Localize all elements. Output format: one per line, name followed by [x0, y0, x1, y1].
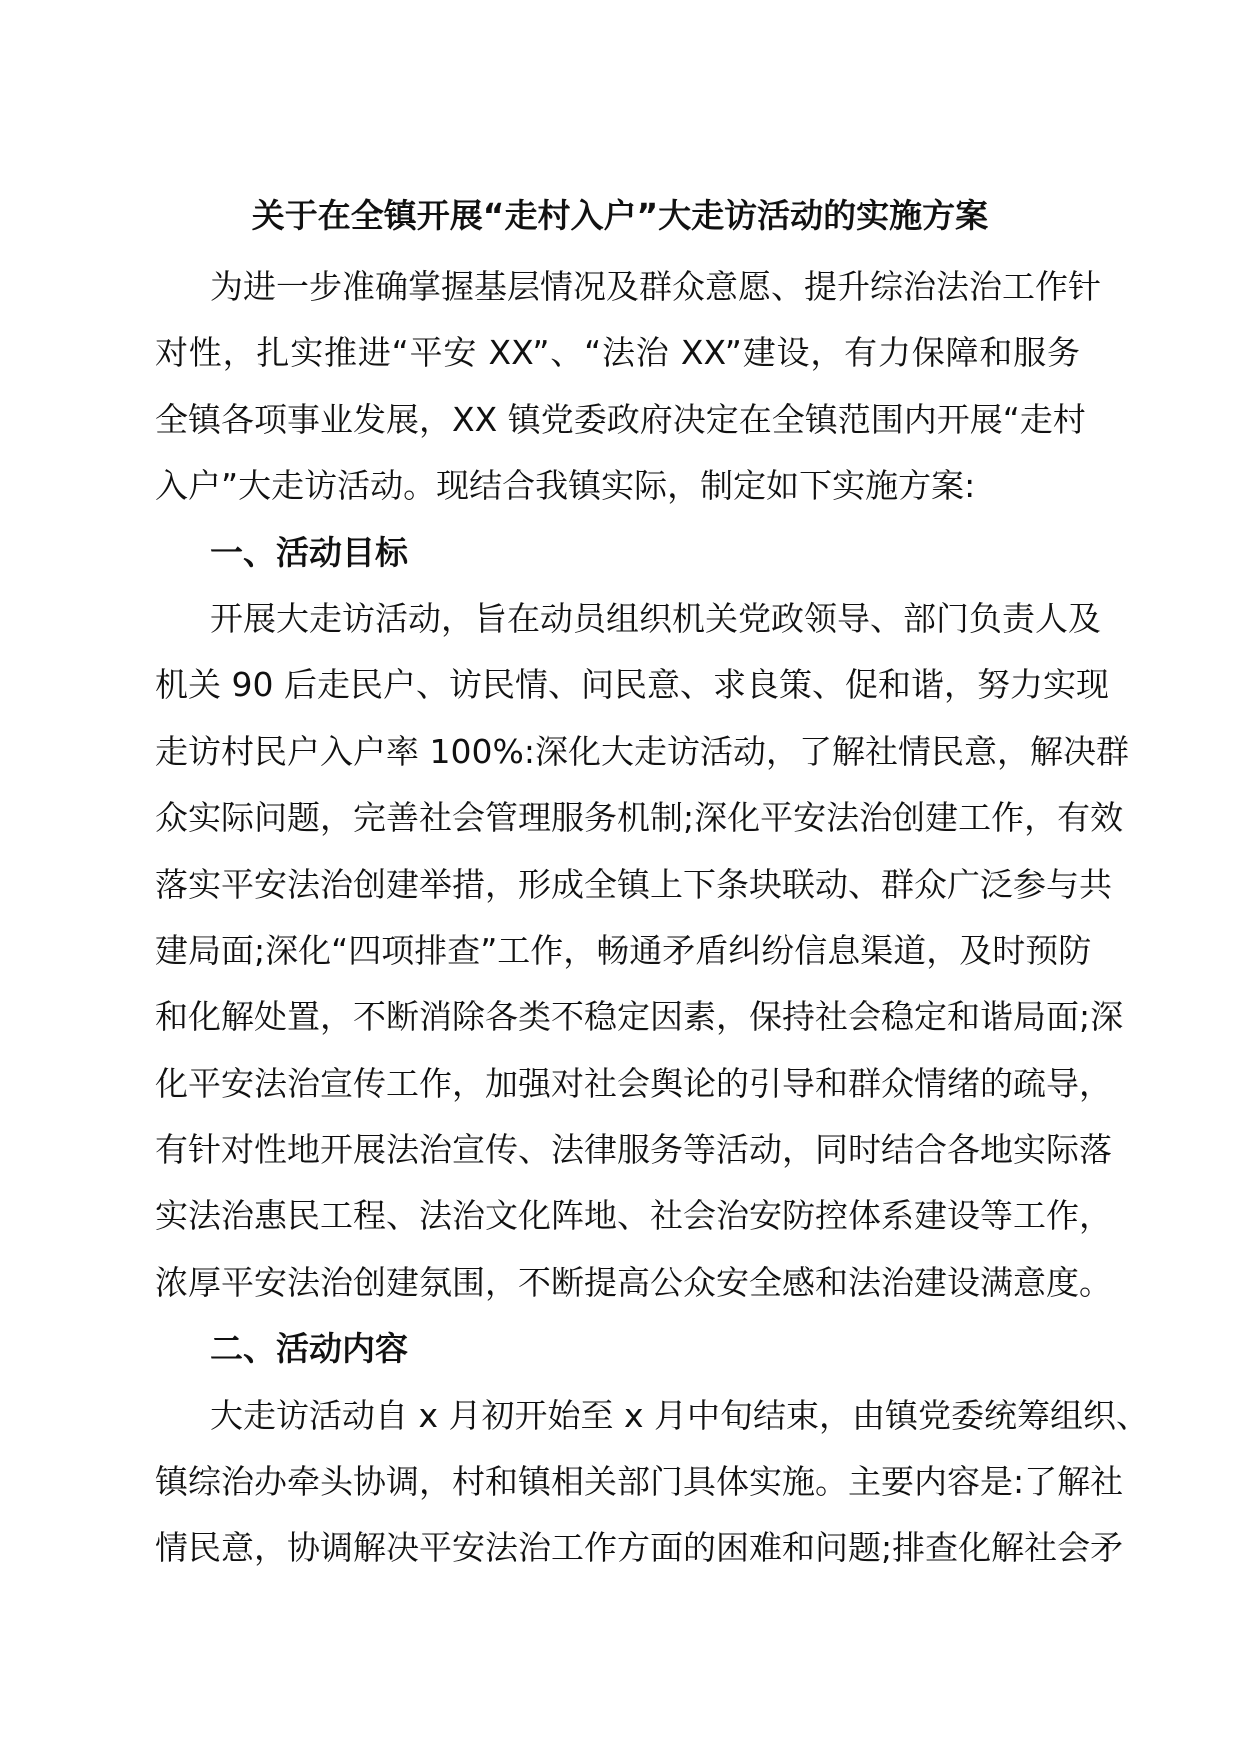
paragraph-line: 和化解处置，不断消除各类不稳定因素，保持社会稳定和谐局面;深 [155, 997, 1124, 1037]
paragraph-line: 建局面;深化“四项排查”工作，畅通矛盾纠纷信息渠道，及时预防 [155, 930, 1092, 970]
paragraph-line: 为进一步准确掌握基层情况及群众意愿、提升综治法治工作针 [210, 267, 1101, 306]
paragraph-intro [155, 254, 1101, 520]
paragraph-line: 机关 90 后走民户、访民情、问民意、求良策、促和谐，努力实现 [155, 665, 1109, 705]
section-heading-content: 二、活动内容 [210, 1329, 408, 1369]
paragraph-line: 情民意，协调解决平安法治工作方面的困难和问题;排查化解社会矛 [155, 1528, 1124, 1568]
paragraph-goals [155, 586, 1129, 1316]
document-body [155, 254, 1150, 1582]
paragraph-line: 落实平安法治创建举措，形成全镇上下条块联动、群众广泛参与共 [155, 864, 1112, 904]
paragraph-line: 众实际问题，完善社会管理服务机制;深化平安法治创建工作，有效 [155, 798, 1124, 838]
paragraph-line: 大走访活动自 x 月初开始至 x 月中旬结束，由镇党委统筹组织、 [210, 1395, 1150, 1435]
paragraph-line: 实法治惠民工程、法治文化阵地、社会治安防控体系建设等工作， [155, 1196, 1112, 1236]
paragraph-line: 对性，扎实推进“平安 XX”、“法治 XX”建设，有力保障和服务 [155, 333, 1080, 373]
document-title: 关于在全镇开展“走村入户”大走访活动的实施方案 [251, 196, 989, 235]
paragraph-line: 浓厚平安法治创建氛围，不断提高公众安全感和法治建设满意度。 [155, 1262, 1112, 1302]
paragraph-line: 走访村民户入户率 100%:深化大走访活动，了解社情民意，解决群 [155, 731, 1129, 771]
paragraph-line: 镇综治办牵头协调，村和镇相关部门具体实施。主要内容是:了解社 [155, 1462, 1124, 1502]
paragraph-content [155, 1383, 1150, 1582]
paragraph-line: 有针对性地开展法治宣传、法律服务等活动，同时结合各地实际落 [155, 1130, 1112, 1170]
section-heading-goals: 一、活动目标 [210, 532, 408, 572]
paragraph-line: 全镇各项事业发展，XX 镇党委政府决定在全镇范围内开展“走村 [155, 399, 1086, 439]
paragraph-line: 化平安法治宣传工作，加强对社会舆论的引导和群众情绪的疏导， [155, 1063, 1112, 1103]
paragraph-line: 入户”大走访活动。现结合我镇实际，制定如下实施方案: [155, 466, 976, 506]
paragraph-line: 开展大走访活动，旨在动员组织机关党政领导、部门负责人及 [210, 598, 1101, 638]
